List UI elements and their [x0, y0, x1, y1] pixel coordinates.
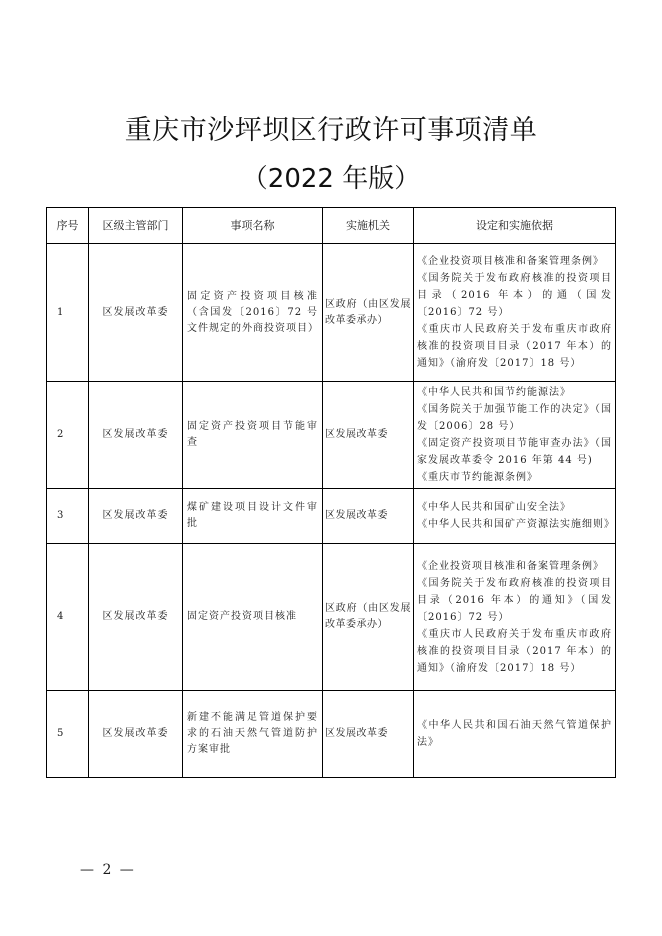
basis-entry: 《中华人民共和国矿山安全法》 — [417, 502, 571, 513]
basis-entry: 《重庆市人民政府关于发布重庆市政府核准的投资项目目录（2017 年本）的通知》（渝府发〔2017〕18 号） — [417, 628, 612, 674]
basis-entry: 《中华人民共和国节约能源法》 — [417, 387, 571, 398]
table-row — [47, 489, 616, 544]
row-agency: 区发展改革委 — [323, 382, 414, 489]
row-item-name: 新建不能满足管道保护要求的石油天然气管道防护方案审批 — [183, 691, 323, 778]
basis-entry: 《重庆市节约能源条例》 — [417, 472, 538, 483]
row-item-name: 固定资产投资项目核准（含国发〔2016〕72 号文件规定的外商投资项目） — [183, 244, 323, 382]
page-number: — 2 — — [80, 862, 136, 878]
table-row — [47, 244, 616, 382]
row-item-name: 固定资产投资项目节能审查 — [183, 382, 323, 489]
basis-entry: 《国务院关于发布政府核准的投资项目目录（2016 年本）的通知》（国发〔2016〕72 号） — [417, 577, 612, 623]
row-no: 5 — [47, 691, 89, 778]
header-dept: 区级主管部门 — [89, 208, 183, 244]
table-header-row — [47, 208, 616, 244]
row-basis — [414, 382, 616, 489]
row-dept: 区发展改革委 — [89, 544, 183, 691]
document-title: 重庆市沙坪坝区行政许可事项清单 — [124, 115, 538, 146]
header-basis: 设定和实施依据 — [414, 208, 616, 244]
row-dept: 区发展改革委 — [89, 489, 183, 544]
row-item-name: 固定资产投资项目核准 — [183, 544, 323, 691]
row-basis — [414, 489, 616, 544]
table-row — [47, 544, 616, 691]
basis-entry: 《重庆市人民政府关于发布重庆市政府核准的投资项目目录（2017 年本）的通知》（渝府发〔2017〕18 号） — [417, 324, 612, 369]
row-no: 4 — [47, 544, 89, 691]
basis-entry: 《企业投资项目核准和备案管理条例》 — [417, 560, 604, 572]
header-item-name: 事项名称 — [183, 208, 323, 244]
table-row — [47, 382, 616, 489]
document-subtitle: （2022 年版） — [241, 164, 421, 194]
row-no: 3 — [47, 489, 89, 544]
row-dept: 区发展改革委 — [89, 382, 183, 489]
row-basis — [414, 244, 616, 382]
row-agency: 区政府（由区发展改革委承办） — [323, 544, 414, 691]
basis-entry: 《中华人民共和国矿产资源法实施细则》 — [417, 519, 615, 530]
header-no: 序号 — [47, 208, 89, 244]
basis-entry: 《中华人民共和国石油天然气管道保护法》 — [417, 720, 612, 748]
row-agency: 区发展改革委 — [323, 489, 414, 544]
row-basis — [414, 691, 616, 778]
row-no: 2 — [47, 382, 89, 489]
basis-entry: 《固定资产投资项目节能审查办法》（国家发展改革委令 2016 年第 44 号) — [417, 438, 612, 466]
row-basis — [414, 544, 616, 691]
row-agency: 区发展改革委 — [323, 691, 414, 778]
row-dept: 区发展改革委 — [89, 244, 183, 382]
permit-list-table — [46, 207, 616, 778]
table-row — [47, 691, 616, 778]
row-no: 1 — [47, 244, 89, 382]
row-dept: 区发展改革委 — [89, 691, 183, 778]
basis-entry: 《国务院关于加强节能工作的决定》（国发〔2006〕28 号） — [417, 404, 612, 432]
header-agency: 实施机关 — [323, 208, 414, 244]
basis-entry: 《企业投资项目核准和备案管理条例》 — [417, 256, 604, 267]
row-agency: 区政府（由区发展改革委承办） — [323, 244, 414, 382]
basis-entry: 《国务院关于发布政府核准的投资项目目录（2016 年本）的通（国发〔2016〕72 号） — [417, 273, 612, 318]
row-item-name: 煤矿建设项目设计文件审批 — [183, 489, 323, 544]
